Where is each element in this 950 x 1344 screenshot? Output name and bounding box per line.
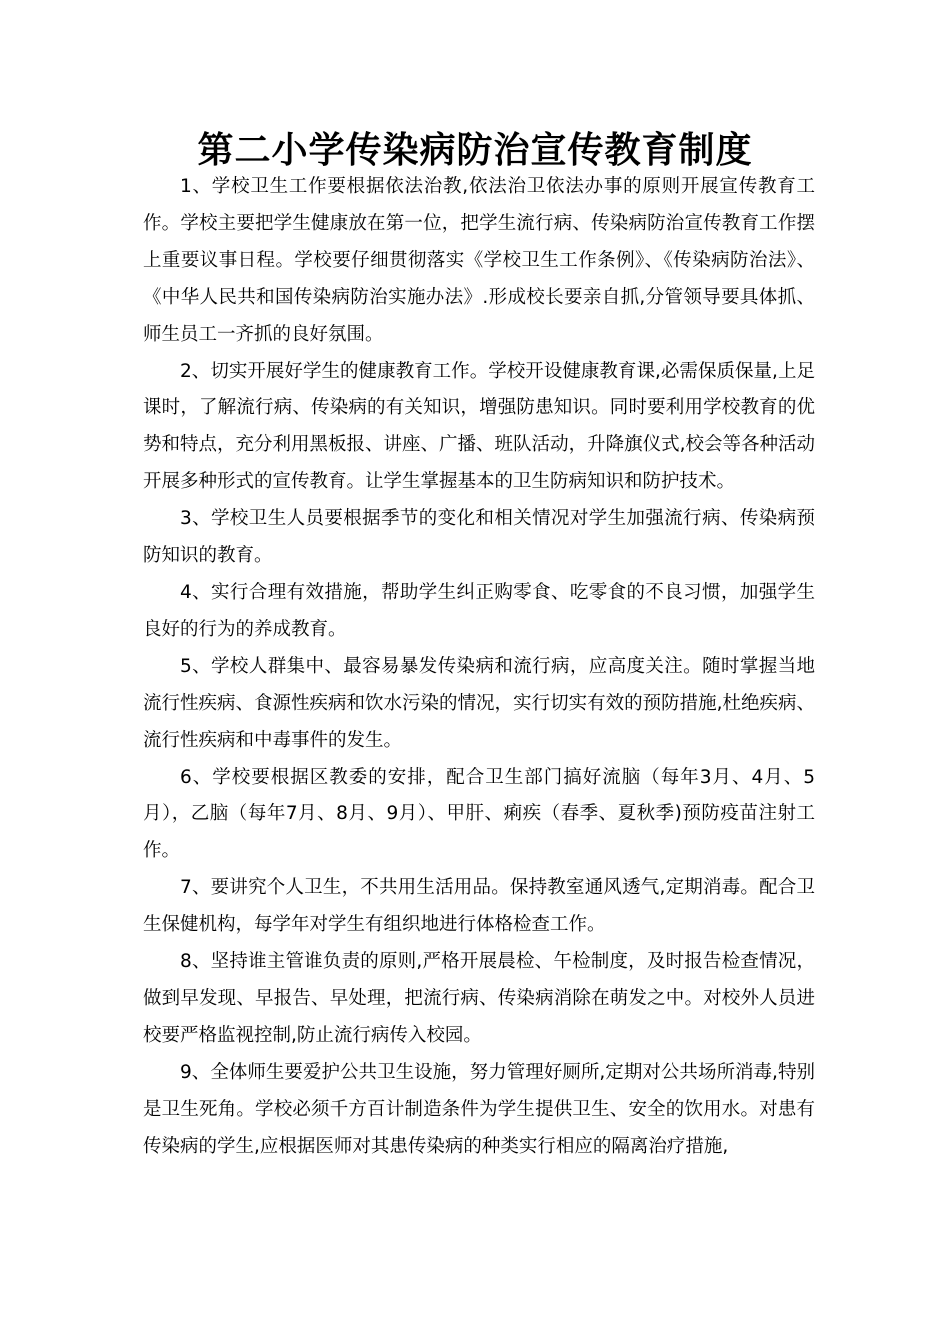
paragraph-7: 7、要讲究个人卫生，不共用生活用品。保持教室通风透气,定期消毒。配合卫生保健机构，每学年对学生有组织地进行体格检查工作。: [143, 877, 815, 936]
document-body: [143, 169, 815, 1165]
paragraph-6: 6、学校要根据区教委的安排，配合卫生部门搞好流脑（每年3月、4月、5月），乙脑（每年7月、8月、9月）、甲肝、痢疾（春季、夏秋季)预防疫苗注射工作。: [143, 766, 815, 862]
paragraph-5: 5、学校人群集中、最容易暴发传染病和流行病，应高度关注。随时掌握当地流行性疾病、食源性疾病和饮水污染的情况，实行切实有效的预防措施,杜绝疾病、流行性疾病和中毒事件的发生。: [143, 655, 815, 751]
paragraph-2: 2、切实开展好学生的健康教育工作。学校开设健康教育课,必需保质保量,上足课时，了解流行病、传染病的有关知识，增强防患知识。同时要利用学校教育的优势和特点，充分利用黑板报、讲座、广播、班队活动，升降旗仪式,校会等各种活动开展多种形式的宣传教育。让学生掌握基本的卫生防病知识和防护技术。: [143, 360, 815, 493]
document-title: 第二小学传染病防治宣传教育制度: [197, 129, 753, 171]
paragraph-3: 3、学校卫生人员要根据季节的变化和相关情况对学生加强流行病、传染病预防知识的教育。: [143, 508, 815, 567]
paragraph-8: 8、坚持谁主管谁负责的原则,严格开展晨检、午检制度，及时报告检查情况，做到早发现、早报告、早处理，把流行病、传染病消除在萌发之中。对校外人员进校要严格监视控制,防止流行病传入校园。: [143, 951, 815, 1046]
paragraph-4: 4、实行合理有效措施，帮助学生纠正购零食、吃零食的不良习惯，加强学生良好的行为的养成教育。: [143, 581, 815, 640]
paragraph-9: 9、全体师生要爱护公共卫生设施，努力管理好厕所,定期对公共场所消毒,特别是卫生死角。学校必须千方百计制造条件为学生提供卫生、安全的饮用水。对患有传染病的学生,应根据医师对其患传染病的种类实行相应的隔离治疗措施,: [143, 1061, 815, 1157]
paragraph-1: 1、学校卫生工作要根据依法治教,依法治卫依法办事的原则开展宣传教育工作。学校主要把学生健康放在第一位，把学生流行病、传染病防治宣传教育工作摆上重要议事日程。学校要仔细贯彻落实《学校卫生工作条例》、《传染病防治法》、《中华人民共和国传染病防治实施办法》.形成校长要亲自抓,分管领导要具体抓、师生员工一齐抓的良好氛围。: [143, 176, 815, 345]
